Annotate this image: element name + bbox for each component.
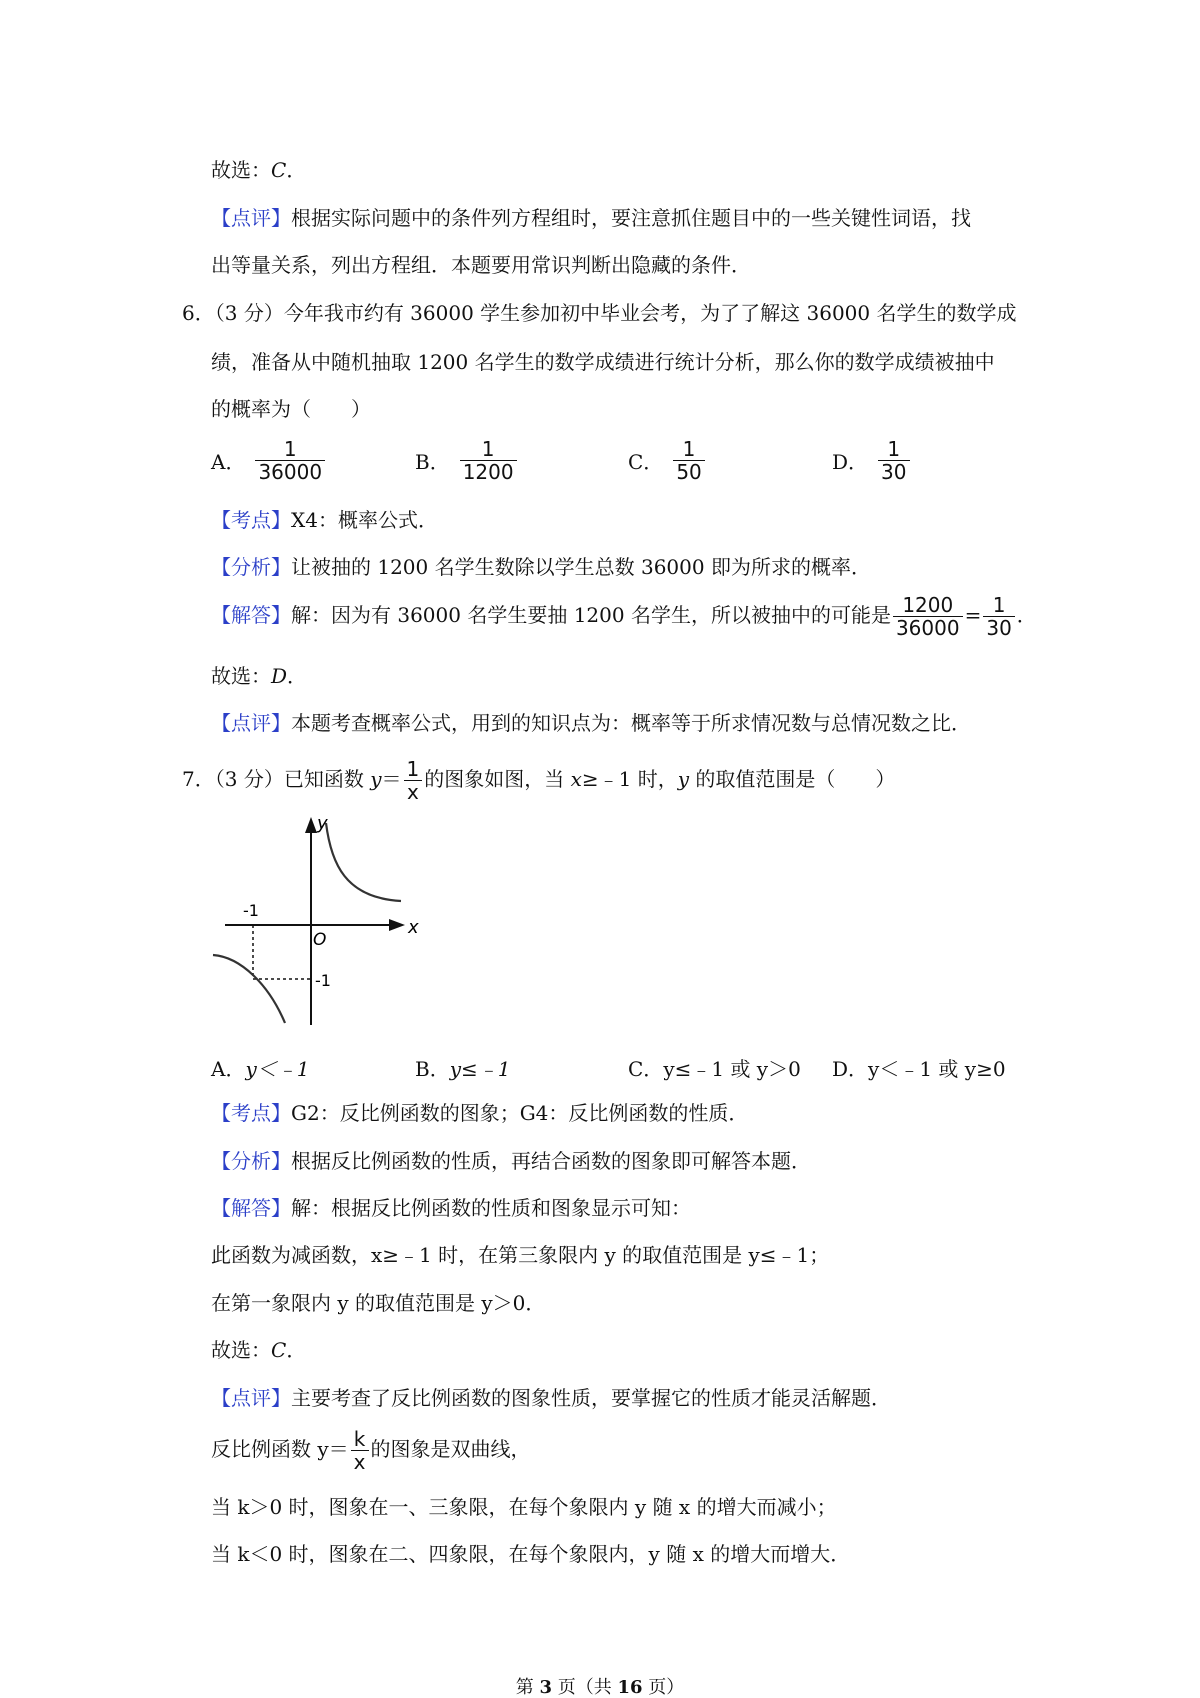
- option-label: A．: [211, 1057, 246, 1081]
- q6-option-a[interactable]: [211, 438, 327, 483]
- tag-dianping: 【点评】: [211, 1386, 291, 1410]
- question-text: 的取值范围是（ ）: [689, 767, 896, 791]
- answer-label: 故选：: [211, 664, 271, 688]
- denominator: 1200: [460, 460, 517, 483]
- footer-text: 页（共: [552, 1677, 618, 1698]
- var-y: y: [677, 767, 690, 791]
- dianping-text: 本题考查概率公式，用到的知识点为：概率等于所求情况数与总情况数之比．: [291, 711, 971, 735]
- solution-text: 此函数为减函数，x≥﹣1 时，在第三象限内 y 的取值范围是 y≤﹣1；: [211, 1243, 830, 1267]
- note-fraction: [351, 1428, 369, 1473]
- period: ．: [1016, 603, 1037, 627]
- denominator: 30: [878, 460, 909, 483]
- q7-kaodian: [211, 1100, 748, 1126]
- y-tick-label: -1: [315, 971, 331, 990]
- tag-dianping: 【点评】: [211, 206, 291, 230]
- q7-option-a[interactable]: [211, 1053, 309, 1082]
- option-label: A．: [211, 450, 246, 474]
- q7-note-hyperbola: [211, 1428, 531, 1473]
- y-axis-label: y: [317, 813, 328, 834]
- condition-text: ≥﹣1 时，: [581, 767, 678, 791]
- q6-kaodian: [211, 507, 438, 533]
- page-footer: [0, 1678, 1200, 1698]
- solution-text: 在第一象限内 y 的取值范围是 y＞0．: [211, 1291, 546, 1315]
- hyperbola-branch-q1: [326, 823, 401, 901]
- q7-answer: 故选：C．: [211, 1338, 307, 1362]
- option-text: y≤﹣1 或 y＞0: [663, 1057, 801, 1081]
- q6-line3: [211, 396, 371, 422]
- question-text: （3 分）已知函数: [214, 767, 371, 791]
- kaodian-text: X4：概率公式．: [291, 508, 438, 532]
- answer-label: 故选：: [211, 1338, 271, 1362]
- option-label: C．: [628, 1057, 664, 1081]
- q7-option-b[interactable]: [415, 1053, 510, 1082]
- page-total: 16: [617, 1677, 643, 1698]
- option-label: C．: [628, 450, 664, 474]
- q6-option-d[interactable]: [832, 438, 912, 483]
- tag-dianping: 【点评】: [211, 711, 291, 735]
- denominator: 50: [673, 460, 704, 483]
- denominator: x: [351, 1450, 369, 1473]
- denominator: x: [404, 780, 423, 803]
- q7-jieda: [211, 1195, 691, 1221]
- tag-kaodian: 【考点】: [211, 508, 291, 532]
- option-label: B．: [415, 1057, 450, 1081]
- numerator: 1: [682, 437, 696, 461]
- note-text: 当 k＞0 时，图象在一、三象限，在每个象限内 y 随 x 的增大而减小；: [211, 1495, 837, 1519]
- numerator: k: [353, 1427, 366, 1451]
- page-number: 3: [539, 1677, 552, 1698]
- equals-sign: ＝: [381, 767, 402, 791]
- answer-value: D: [271, 664, 288, 688]
- x-tick-label: -1: [243, 901, 259, 920]
- footer-text: 页）: [642, 1677, 685, 1698]
- q7-note-k-negative: [211, 1541, 850, 1567]
- q6-jieda: [211, 594, 1037, 639]
- fenxi-text: 让被抽的 1200 名学生数除以学生总数 36000 即为所求的概率．: [291, 555, 871, 579]
- numerator: 1: [283, 437, 297, 461]
- jieda-text: 解：根据反比例函数的性质和图象显示可知：: [291, 1196, 691, 1220]
- hyperbola-graph: [205, 805, 435, 1035]
- answer-line-q5: 故选：C．: [211, 158, 307, 182]
- numerator: 1: [887, 437, 901, 461]
- option-label: D．: [832, 450, 869, 474]
- origin-label: O: [313, 930, 327, 950]
- q6-line2: [211, 349, 995, 375]
- q7-stem: [182, 758, 895, 803]
- numerator: 1: [406, 757, 420, 781]
- question-number: 6．: [182, 301, 215, 325]
- comment-text: 根据实际问题中的条件列方程组时，要注意抓住题目中的一些关键性词语，找: [291, 206, 971, 230]
- q7-option-d[interactable]: [832, 1053, 1006, 1082]
- option-label: D．: [832, 1057, 869, 1081]
- q7-fenxi: [211, 1148, 811, 1174]
- tag-jieda: 【解答】: [211, 603, 291, 627]
- q6-dianping: [211, 710, 971, 736]
- note-text: 的图象是双曲线，: [370, 1437, 531, 1461]
- q6-line1: [182, 300, 1017, 326]
- answer-label: 故选：: [211, 158, 271, 182]
- footer-text: 第: [515, 1677, 540, 1698]
- fenxi-text: 根据反比例函数的性质，再结合函数的图象即可解答本题．: [291, 1149, 811, 1173]
- tag-fenxi: 【分析】: [211, 555, 291, 579]
- numerator: 1: [481, 437, 495, 461]
- option-fraction: [878, 438, 909, 483]
- numerator: 1200: [902, 593, 954, 617]
- option-fraction: [255, 438, 325, 483]
- hyperbola-branch-q3: [213, 955, 285, 1023]
- tag-kaodian: 【考点】: [211, 1101, 291, 1125]
- x-axis-label: x: [408, 917, 419, 938]
- q6-option-b[interactable]: [415, 438, 519, 483]
- answer-value: C: [271, 1338, 287, 1362]
- option-text: y≤﹣1: [449, 1057, 511, 1081]
- question-text: 的图象如图，当: [424, 767, 571, 791]
- var-y: y: [370, 767, 382, 791]
- comment-line-q5-cont: [211, 252, 751, 278]
- q6-fenxi: [211, 554, 871, 580]
- option-text: y＜﹣1 或 y≥0: [868, 1057, 1006, 1081]
- denominator: 30: [983, 616, 1014, 639]
- q7-solution-2: [211, 1290, 545, 1316]
- question-text: （3 分）今年我市约有 36000 学生参加初中毕业会考，为了了解这 36000 名学生的数学成: [214, 301, 1017, 325]
- comment-line-q5: [211, 205, 971, 231]
- q6-option-c[interactable]: [628, 438, 707, 483]
- jieda-text: 解：因为有 36000 名学生要抽 1200 名学生，所以被抽中的可能是: [291, 603, 891, 627]
- numerator: 1: [992, 593, 1006, 617]
- q7-option-c[interactable]: [628, 1053, 801, 1082]
- option-fraction: [673, 438, 704, 483]
- question-text: 绩，准备从中随机抽取 1200 名学生的数学成绩进行统计分析，那么你的数学成绩被抽中: [211, 350, 995, 374]
- option-fraction: [460, 438, 517, 483]
- question-text: 的概率为（ ）: [211, 397, 371, 421]
- var-x: x: [570, 767, 582, 791]
- answer-value: C: [271, 158, 287, 182]
- jieda-fraction-1: [893, 594, 963, 639]
- q7-solution-1: [211, 1242, 829, 1268]
- note-text: 反比例函数 y＝: [211, 1437, 349, 1461]
- equals-sign: =: [964, 603, 982, 627]
- denominator: 36000: [255, 460, 325, 483]
- q6-answer: 故选：D．: [211, 664, 308, 688]
- comment-text-cont: 出等量关系，列出方程组．本题要用常识判断出隐藏的条件．: [211, 253, 751, 277]
- note-text: 当 k＜0 时，图象在二、四象限，在每个象限内，y 随 x 的增大而增大．: [211, 1542, 851, 1566]
- question-number: 7．: [182, 767, 215, 791]
- option-label: B．: [415, 450, 450, 474]
- jieda-fraction-2: [983, 594, 1014, 639]
- tag-jieda: 【解答】: [211, 1196, 291, 1220]
- option-text: y＜﹣1: [245, 1057, 310, 1081]
- q7-dianping: [211, 1385, 891, 1411]
- x-axis-arrow: [389, 919, 405, 931]
- y-axis-arrow: [305, 817, 317, 833]
- q7-note-k-positive: [211, 1494, 837, 1520]
- dianping-text: 主要考查了反比例函数的图象性质，要掌握它的性质才能灵活解题．: [291, 1386, 891, 1410]
- kaodian-text: G2：反比例函数的图象；G4：反比例函数的性质．: [291, 1101, 749, 1125]
- function-fraction: [404, 758, 423, 803]
- denominator: 36000: [893, 616, 963, 639]
- tag-fenxi: 【分析】: [211, 1149, 291, 1173]
